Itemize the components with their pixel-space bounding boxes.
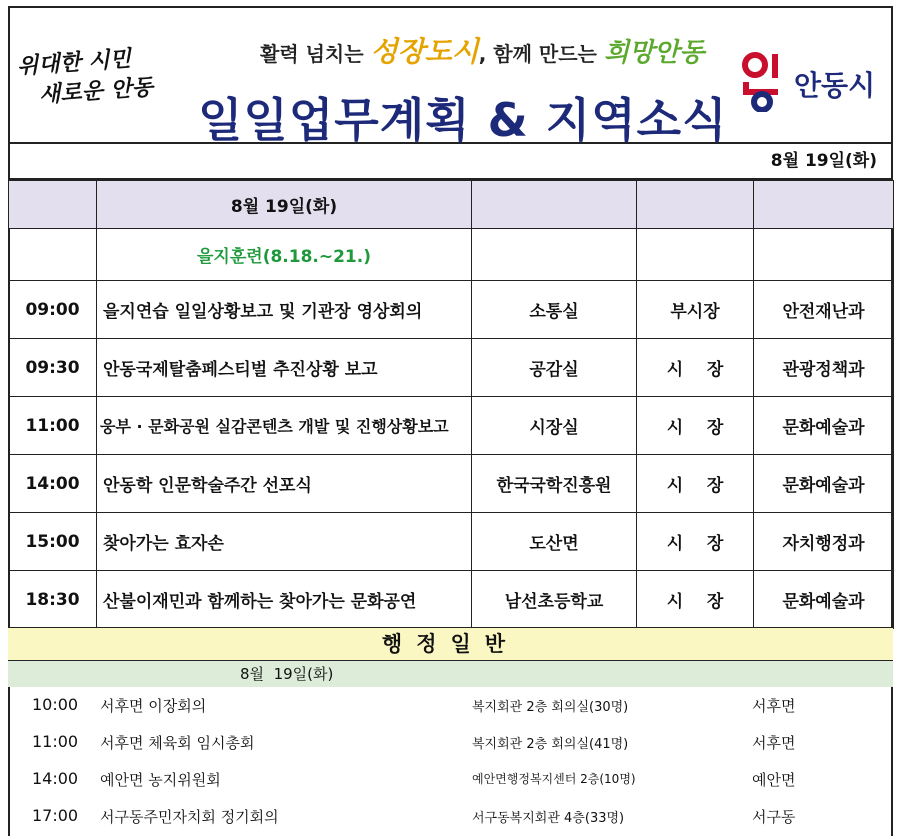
row-place: 공감실 bbox=[472, 339, 637, 397]
row-place: 도산면 bbox=[472, 513, 637, 571]
table-subheader-row bbox=[9, 229, 894, 281]
row-dept: 관광정책과 bbox=[754, 339, 894, 397]
admin-time: 17:00 bbox=[32, 806, 79, 825]
list-item bbox=[8, 724, 893, 760]
row-place: 한국국학진흥원 bbox=[472, 455, 637, 513]
row-event: 웅부 · 문화공원 실감콘텐츠 개발 및 진행상황보고 bbox=[97, 397, 472, 455]
header-date: 8월 19일(화) bbox=[97, 181, 472, 229]
table-row bbox=[9, 339, 894, 397]
table-row bbox=[9, 513, 894, 571]
row-dept: 안전재난과 bbox=[754, 281, 894, 339]
row-attendee: 시 장 bbox=[637, 571, 754, 629]
andong-logo-icon bbox=[740, 52, 786, 112]
admin-event: 예안면 농지위원회 bbox=[100, 771, 221, 789]
table-row bbox=[9, 571, 894, 629]
admin-section-title: 행정일반 bbox=[8, 627, 893, 661]
row-attendee: 시 장 bbox=[637, 513, 754, 571]
admin-event: 서후면 이장회의 bbox=[100, 697, 207, 715]
admin-time: 14:00 bbox=[32, 769, 79, 788]
row-time: 14:00 bbox=[9, 455, 97, 513]
row-dept: 문화예술과 bbox=[754, 397, 894, 455]
admin-org: 서후면 bbox=[752, 734, 796, 752]
row-time: 09:00 bbox=[9, 281, 97, 339]
row-attendee: 시 장 bbox=[637, 455, 754, 513]
table-header-row bbox=[9, 181, 894, 229]
row-time: 09:30 bbox=[9, 339, 97, 397]
date-label: 8월 19일(화) bbox=[8, 144, 893, 180]
row-place: 시장실 bbox=[472, 397, 637, 455]
schedule-table bbox=[8, 180, 894, 629]
admin-time: 11:00 bbox=[32, 732, 79, 751]
row-place: 남선초등학교 bbox=[472, 571, 637, 629]
row-event: 안동국제탈춤페스티벌 추진상황 보고 bbox=[97, 339, 472, 397]
row-dept: 문화예술과 bbox=[754, 571, 894, 629]
row-event: 찾아가는 효자손 bbox=[97, 513, 472, 571]
row-attendee: 부시장 bbox=[637, 281, 754, 339]
admin-place: 서구동복지회관 4층(33명) bbox=[472, 811, 625, 826]
row-time: 11:00 bbox=[9, 397, 97, 455]
row-attendee: 시 장 bbox=[637, 397, 754, 455]
row-event: 산불이재민과 함께하는 찾아가는 문화공연 bbox=[97, 571, 472, 629]
admin-place: 복지회관 2층 회의실(41명) bbox=[472, 737, 629, 752]
list-item bbox=[8, 761, 893, 797]
admin-date: 8월 19일(화) bbox=[240, 665, 334, 683]
table-row bbox=[9, 455, 894, 513]
list-item bbox=[8, 798, 893, 834]
admin-place: 복지회관 2층 회의실(30명) bbox=[472, 700, 629, 715]
row-dept: 문화예술과 bbox=[754, 455, 894, 513]
tagline: 활력 넘치는 성장도시, 함께 만드는 희망안동 bbox=[260, 35, 705, 68]
slogan-calligraphy: 위대한 시민 새로운 안동 bbox=[16, 45, 154, 109]
admin-time: 10:00 bbox=[32, 695, 79, 714]
page-title: 일일업무계획 & 지역소식 bbox=[198, 93, 728, 147]
admin-org: 서구동 bbox=[752, 808, 796, 826]
document-header bbox=[8, 6, 893, 147]
admin-event: 서후면 체육회 임시총회 bbox=[100, 734, 255, 752]
admin-place: 예안면행정복지센터 2층(10명) bbox=[472, 772, 636, 786]
andong-logo bbox=[740, 52, 890, 112]
row-attendee: 시 장 bbox=[637, 339, 754, 397]
row-event: 을지연습 일일상황보고 및 기관장 영상회의 bbox=[97, 281, 472, 339]
admin-event: 서구동주민자치회 정기회의 bbox=[100, 808, 279, 826]
admin-org: 예안면 bbox=[752, 771, 796, 789]
row-place: 소통실 bbox=[472, 281, 637, 339]
row-event: 안동학 인문학술주간 선포식 bbox=[97, 455, 472, 513]
list-item bbox=[8, 687, 893, 723]
table-row bbox=[9, 397, 894, 455]
logo-text: 안동시 bbox=[794, 69, 876, 102]
row-dept: 자치행정과 bbox=[754, 513, 894, 571]
table-row bbox=[9, 281, 894, 339]
admin-date-bar bbox=[8, 661, 893, 687]
drill-title: 을지훈련(8.18.~21.) bbox=[97, 229, 472, 281]
admin-org: 서후면 bbox=[752, 697, 796, 715]
row-time: 15:00 bbox=[9, 513, 97, 571]
row-time: 18:30 bbox=[9, 571, 97, 629]
